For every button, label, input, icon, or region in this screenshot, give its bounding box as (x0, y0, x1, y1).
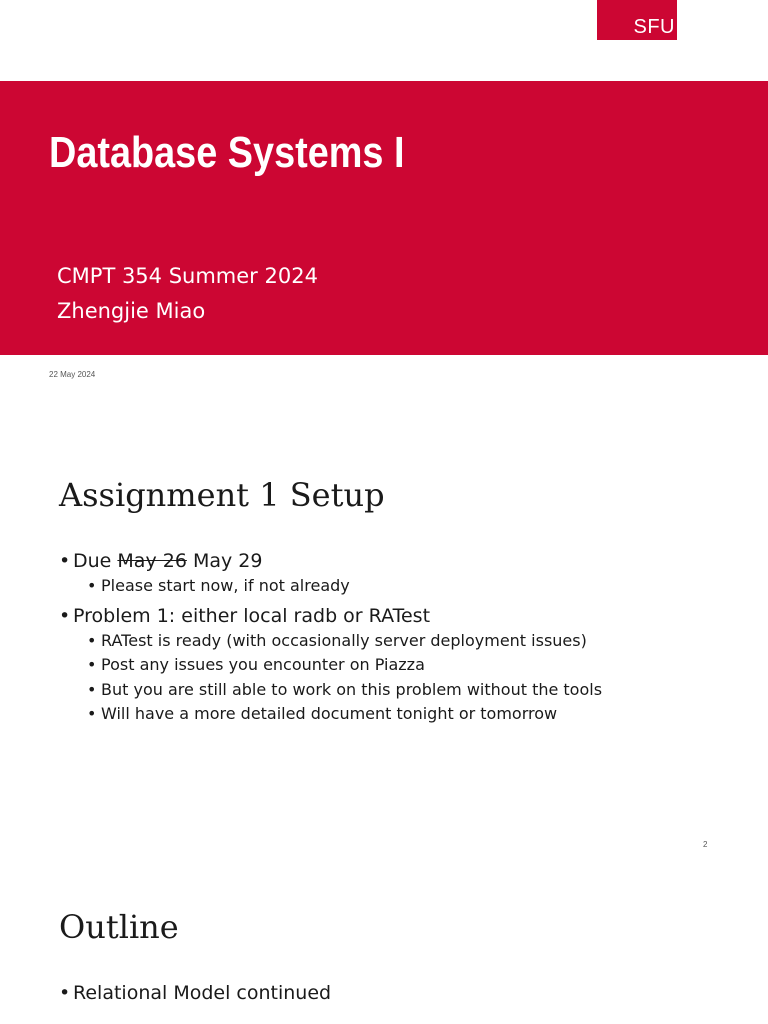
title-slide (0, 0, 768, 432)
due-prefix: Due (73, 550, 118, 572)
outline-slide (0, 864, 768, 1024)
page-number: 2 (703, 840, 708, 849)
problem1-sub-bullet: • Post any issues you encounter on Piazza (59, 653, 602, 678)
due-bullet (59, 548, 602, 574)
problem1-sub-bullet: • RATest is ready (with occasionally server deployment issues) (59, 629, 602, 654)
slide-date: 22 May 2024 (49, 370, 96, 379)
bullet-list (59, 980, 331, 1006)
due-old-date: May 26 (117, 550, 187, 572)
due-new-date: May 29 (186, 550, 263, 572)
problem1-bullet: • Problem 1: either local radb or RATest (59, 603, 602, 629)
assignment-slide (0, 432, 768, 864)
deck-title: Database Systems I (49, 128, 405, 177)
slide-title: Outline (59, 908, 179, 946)
title-band (0, 81, 768, 355)
sfu-logo (597, 0, 677, 40)
sfu-logo-text: SFU (633, 16, 675, 38)
due-sub-bullet: • Please start now, if not already (59, 574, 602, 599)
slide-title: Assignment 1 Setup (59, 476, 385, 514)
problem1-sub-bullet: • Will have a more detailed document tonight or tomorrow (59, 702, 602, 727)
course-name: CMPT 354 Summer 2024 (57, 264, 318, 288)
bullet-list (59, 548, 602, 727)
problem1-sub-bullet: • But you are still able to work on this problem without the tools (59, 678, 602, 703)
outline-bullet: • Relational Model continued (59, 980, 331, 1006)
instructor-name: Zhengjie Miao (57, 299, 206, 323)
